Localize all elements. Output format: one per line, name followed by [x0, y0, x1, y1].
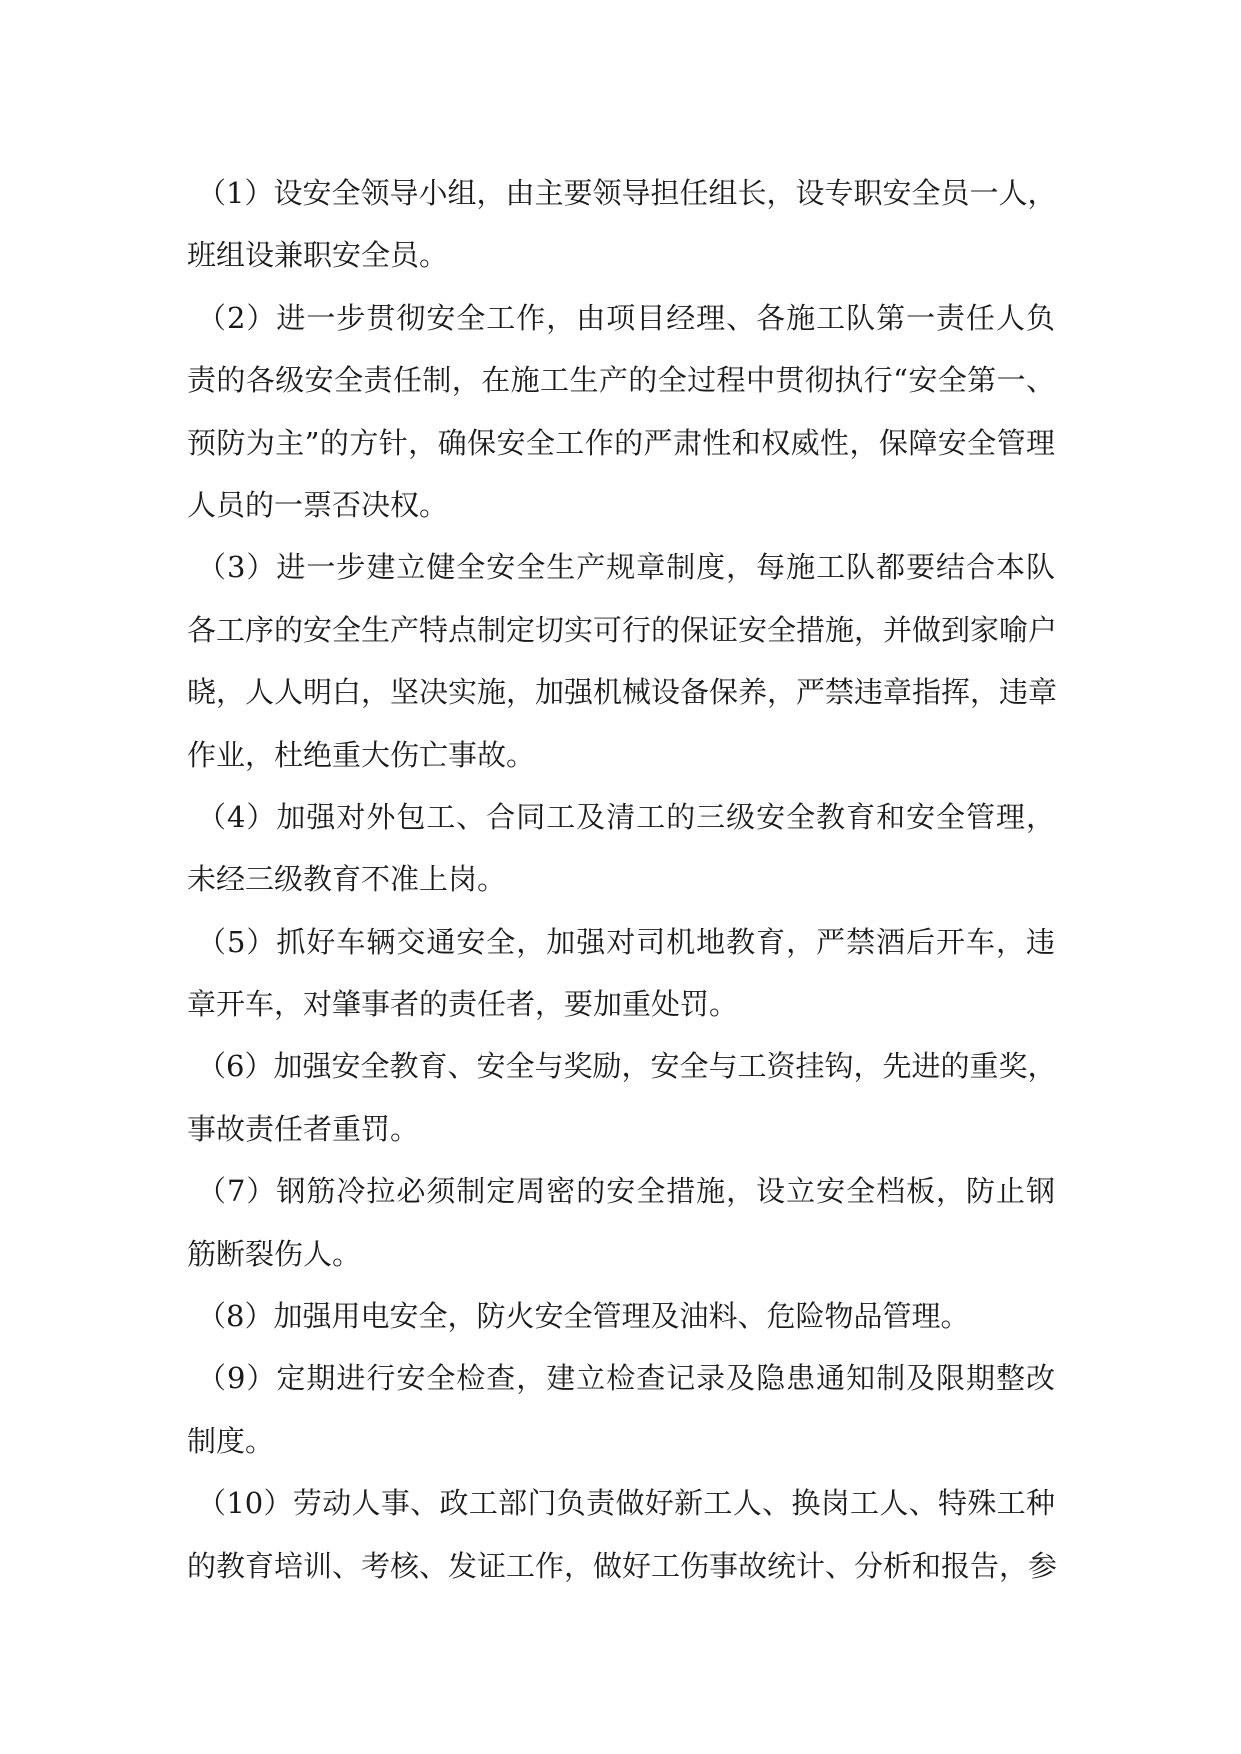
- paragraph-6: [187, 1035, 1055, 1160]
- paragraph-line: 作业，杜绝重大伤亡事故。: [187, 737, 536, 772]
- paragraph-line: 晓，人人明白，坚决实施，加强机械设备保养，严禁违章指挥，违章: [187, 675, 1058, 710]
- paragraph-1: [187, 162, 1055, 287]
- document-body: [187, 162, 1058, 1597]
- paragraph-line: 人员的一票否决权。: [187, 487, 449, 522]
- paragraph-4: [187, 786, 1055, 911]
- paragraph-line: 班组设兼职安全员。: [187, 238, 449, 273]
- paragraph-line: 制度。: [187, 1423, 275, 1458]
- paragraph-line: （9）定期进行安全检查，建立检查记录及隐患通知制及限期整改: [197, 1361, 1055, 1396]
- paragraph-line: 筋断裂伤人。: [187, 1236, 362, 1271]
- paragraph-line: （8）加强用电安全，防火安全管理及油料、危险物品管理。: [197, 1299, 970, 1334]
- paragraph-7: [187, 1160, 1055, 1285]
- paragraph-line: 的教育培训、考核、发证工作，做好工伤事故统计、分析和报告，参: [187, 1548, 1058, 1583]
- paragraph-line: （4）加强对外包工、合同工及清工的三级安全教育和安全管理，: [197, 799, 1055, 834]
- paragraph-line: （1）设安全领导小组，由主要领导担任组长，设专职安全员一人，: [197, 176, 1057, 210]
- paragraph-line: （2）进一步贯彻安全工作，由项目经理、各施工队第一责任人负: [197, 300, 1055, 335]
- paragraph-line: 事故责任者重罚。: [187, 1111, 420, 1146]
- paragraph-10: [187, 1472, 1058, 1597]
- paragraph-8: [187, 1285, 1055, 1347]
- paragraph-line: （5）抓好车辆交通安全，加强对司机地教育，严禁酒后开车，违: [197, 924, 1055, 959]
- paragraph-9: [187, 1347, 1055, 1472]
- paragraph-line: 各工序的安全生产特点制定切实可行的保证安全措施，并做到家喻户: [187, 612, 1058, 647]
- paragraph-line: （7）钢筋冷拉必须制定周密的安全措施，设立安全档板，防止钢: [197, 1174, 1055, 1209]
- paragraph-line: 预防为主”的方针，确保安全工作的严肃性和权威性，保障安全管理: [187, 425, 1055, 460]
- paragraph-line: （6）加强安全教育、安全与奖励，安全与工资挂钩，先进的重奖，: [197, 1049, 1057, 1084]
- paragraph-line: （3）进一步建立健全安全生产规章制度，每施工队都要结合本队: [197, 550, 1055, 585]
- paragraph-line: 章开车，对肇事者的责任者，要加重处罚。: [187, 987, 739, 1022]
- paragraph-line: 未经三级教育不准上岗。: [187, 862, 507, 897]
- paragraph-2: [187, 287, 1055, 537]
- paragraph-5: [187, 911, 1055, 1036]
- paragraph-3: [187, 536, 1058, 786]
- paragraph-line: 责的各级安全责任制，在施工生产的全过程中贯彻执行“安全第一、: [187, 363, 1055, 398]
- paragraph-line: （10）劳动人事、政工部门负责做好新工人、换岗工人、特殊工种: [197, 1486, 1055, 1521]
